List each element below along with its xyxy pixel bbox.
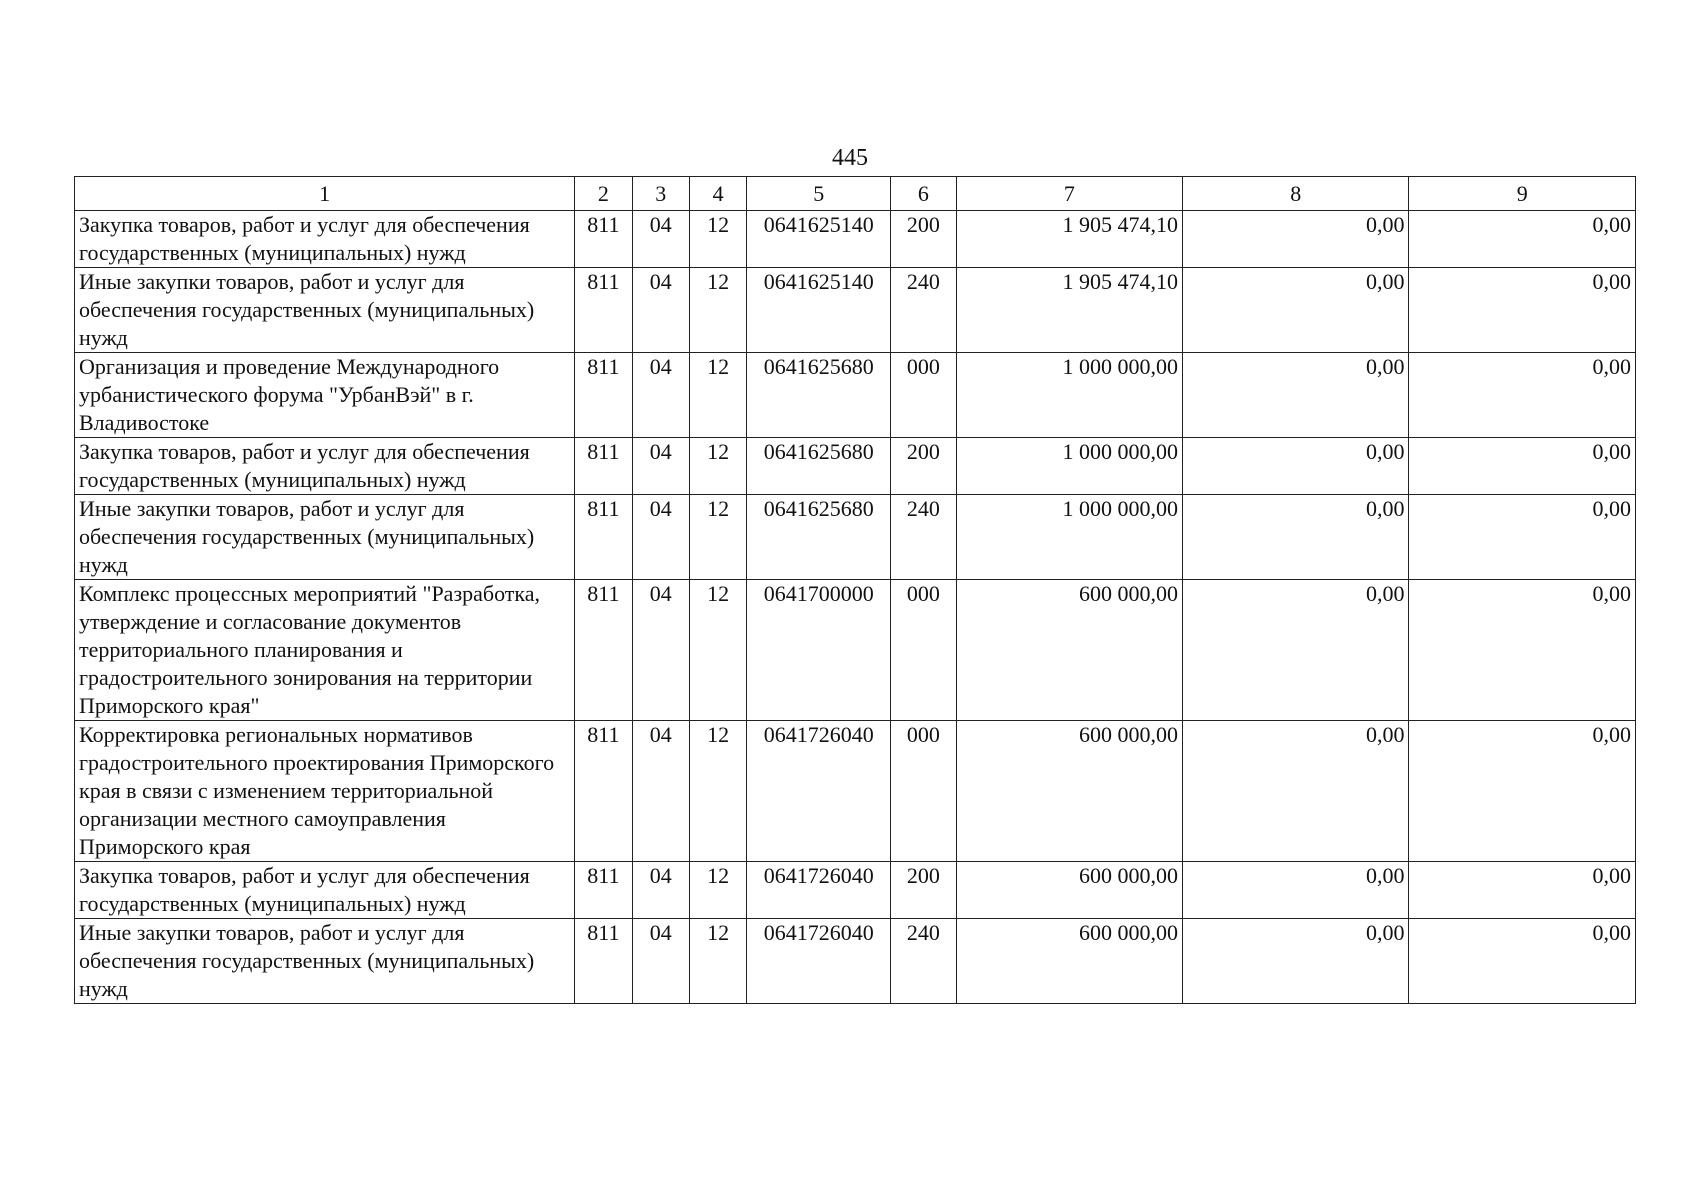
column-header: 3 xyxy=(632,177,689,211)
section-code: 04 xyxy=(632,353,689,438)
amount-col8: 0,00 xyxy=(1183,438,1409,495)
ministry-code: 811 xyxy=(575,721,632,862)
section-code: 04 xyxy=(632,268,689,353)
row-name: Закупка товаров, работ и услуг для обеспечения государственных (муниципальных) нужд xyxy=(75,862,575,919)
amount-col9: 0,00 xyxy=(1409,211,1636,268)
ministry-code: 811 xyxy=(575,862,632,919)
amount-col7: 600 000,00 xyxy=(956,862,1182,919)
subsection-code: 12 xyxy=(689,495,746,580)
amount-col8: 0,00 xyxy=(1183,862,1409,919)
column-header: 2 xyxy=(575,177,632,211)
amount-col8: 0,00 xyxy=(1183,919,1409,1004)
expense-type-code: 200 xyxy=(891,211,956,268)
table-row xyxy=(75,862,1636,919)
subsection-code: 12 xyxy=(689,211,746,268)
column-header: 5 xyxy=(747,177,891,211)
amount-col8: 0,00 xyxy=(1183,353,1409,438)
target-article-code: 0641726040 xyxy=(747,721,891,862)
ministry-code: 811 xyxy=(575,268,632,353)
section-code: 04 xyxy=(632,862,689,919)
amount-col7: 1 000 000,00 xyxy=(956,438,1182,495)
section-code: 04 xyxy=(632,721,689,862)
column-header: 9 xyxy=(1409,177,1636,211)
column-header: 1 xyxy=(75,177,575,211)
amount-col8: 0,00 xyxy=(1183,495,1409,580)
target-article-code: 0641700000 xyxy=(747,580,891,721)
amount-col8: 0,00 xyxy=(1183,268,1409,353)
amount-col7: 1 000 000,00 xyxy=(956,353,1182,438)
target-article-code: 0641625680 xyxy=(747,353,891,438)
row-name: Корректировка региональных нормативов градостроительного проектирования Приморского края в связи с изменением территориальной организации местного самоуправления Приморского края xyxy=(75,721,575,862)
table-row xyxy=(75,721,1636,862)
amount-col9: 0,00 xyxy=(1409,353,1636,438)
expense-type-code: 240 xyxy=(891,268,956,353)
amount-col7: 600 000,00 xyxy=(956,580,1182,721)
section-code: 04 xyxy=(632,438,689,495)
column-header: 7 xyxy=(956,177,1182,211)
row-name: Иные закупки товаров, работ и услуг для обеспечения государственных (муниципальных) нужд xyxy=(75,268,575,353)
target-article-code: 0641625680 xyxy=(747,495,891,580)
subsection-code: 12 xyxy=(689,919,746,1004)
table-row xyxy=(75,268,1636,353)
row-name: Иные закупки товаров, работ и услуг для обеспечения государственных (муниципальных) нужд xyxy=(75,495,575,580)
expense-type-code: 200 xyxy=(891,862,956,919)
table-row xyxy=(75,438,1636,495)
subsection-code: 12 xyxy=(689,721,746,862)
amount-col7: 600 000,00 xyxy=(956,721,1182,862)
table-row xyxy=(75,919,1636,1004)
target-article-code: 0641726040 xyxy=(747,919,891,1004)
column-header: 4 xyxy=(689,177,746,211)
amount-col9: 0,00 xyxy=(1409,580,1636,721)
subsection-code: 12 xyxy=(689,438,746,495)
section-code: 04 xyxy=(632,211,689,268)
table-row xyxy=(75,353,1636,438)
subsection-code: 12 xyxy=(689,268,746,353)
table-row xyxy=(75,211,1636,268)
ministry-code: 811 xyxy=(575,580,632,721)
column-header: 8 xyxy=(1183,177,1409,211)
amount-col7: 1 905 474,10 xyxy=(956,211,1182,268)
column-header: 6 xyxy=(891,177,956,211)
amount-col7: 1 905 474,10 xyxy=(956,268,1182,353)
subsection-code: 12 xyxy=(689,580,746,721)
expense-type-code: 000 xyxy=(891,580,956,721)
amount-col8: 0,00 xyxy=(1183,211,1409,268)
amount-col9: 0,00 xyxy=(1409,268,1636,353)
table-row xyxy=(75,495,1636,580)
target-article-code: 0641726040 xyxy=(747,862,891,919)
ministry-code: 811 xyxy=(575,495,632,580)
expense-type-code: 240 xyxy=(891,495,956,580)
amount-col7: 1 000 000,00 xyxy=(956,495,1182,580)
amount-col9: 0,00 xyxy=(1409,438,1636,495)
budget-table xyxy=(74,176,1636,1004)
expense-type-code: 000 xyxy=(891,721,956,862)
row-name: Организация и проведение Международного урбанистического форума "УрбанВэй" в г. Владивостоке xyxy=(75,353,575,438)
expense-type-code: 200 xyxy=(891,438,956,495)
row-name: Иные закупки товаров, работ и услуг для обеспечения государственных (муниципальных) нужд xyxy=(75,919,575,1004)
amount-col9: 0,00 xyxy=(1409,721,1636,862)
amount-col8: 0,00 xyxy=(1183,580,1409,721)
section-code: 04 xyxy=(632,495,689,580)
target-article-code: 0641625140 xyxy=(747,211,891,268)
amount-col7: 600 000,00 xyxy=(956,919,1182,1004)
row-name: Комплекс процессных мероприятий "Разработка, утверждение и согласование документов территориального планирования и градостроительного зонирования на территории Приморского края" xyxy=(75,580,575,721)
ministry-code: 811 xyxy=(575,211,632,268)
subsection-code: 12 xyxy=(689,862,746,919)
header-row xyxy=(75,177,1636,211)
amount-col9: 0,00 xyxy=(1409,862,1636,919)
expense-type-code: 000 xyxy=(891,353,956,438)
amount-col9: 0,00 xyxy=(1409,919,1636,1004)
expense-type-code: 240 xyxy=(891,919,956,1004)
target-article-code: 0641625140 xyxy=(747,268,891,353)
section-code: 04 xyxy=(632,580,689,721)
page-number: 445 xyxy=(832,145,868,171)
ministry-code: 811 xyxy=(575,919,632,1004)
ministry-code: 811 xyxy=(575,353,632,438)
amount-col8: 0,00 xyxy=(1183,721,1409,862)
ministry-code: 811 xyxy=(575,438,632,495)
table-row xyxy=(75,580,1636,721)
row-name: Закупка товаров, работ и услуг для обеспечения государственных (муниципальных) нужд xyxy=(75,438,575,495)
section-code: 04 xyxy=(632,919,689,1004)
amount-col9: 0,00 xyxy=(1409,495,1636,580)
row-name: Закупка товаров, работ и услуг для обеспечения государственных (муниципальных) нужд xyxy=(75,211,575,268)
subsection-code: 12 xyxy=(689,353,746,438)
target-article-code: 0641625680 xyxy=(747,438,891,495)
